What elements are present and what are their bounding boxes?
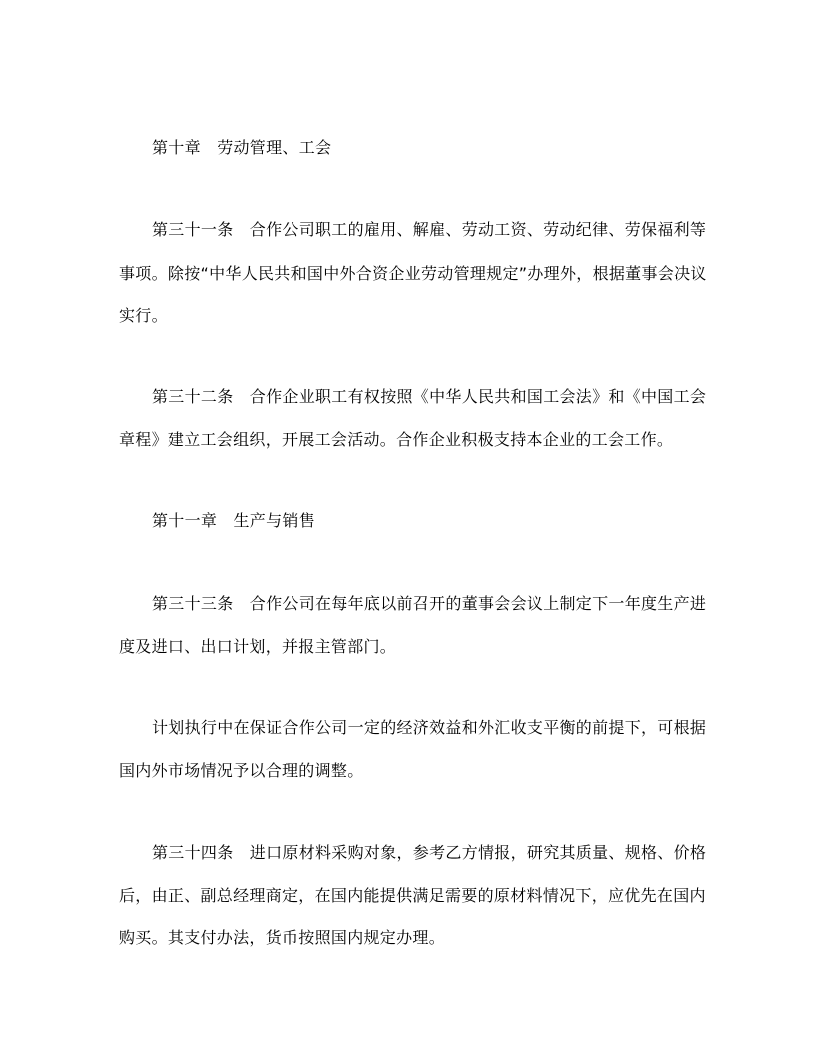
article-31-line-3: 实行。 [119,306,168,325]
article-32-line-2: 章程》建立工会组织，开展工会活动。合作企业积极支持本企业的工会工作。 [119,430,674,449]
article-32-line-1: 第三十二条 合作企业职工有权按照《中华人民共和国工会法》和《中国工会 [152,387,707,406]
article-34-line-3: 购买。其支付办法，货币按照国内规定办理。 [119,928,446,947]
article-31-line-2: 事项。除按“中华人民共和国中外合资企业劳动管理规定”办理外，根据董事会决议 [119,264,707,283]
article-34-line-2: 后，由正、副总经理商定，在国内能提供满足需要的原材料情况下，应优先在国内 [119,886,706,905]
article-34-line-1: 第三十四条 进口原材料采购对象，参考乙方情报，研究其质量、规格、价格 [152,843,707,862]
chapter-10-heading: 第十章 劳动管理、工会 [152,138,332,157]
plan-adjustment-line-2: 国内外市场情况予以合理的调整。 [119,761,364,780]
article-33-line-1: 第三十三条 合作公司在每年底以前召开的董事会会议上制定下一年度生产进 [152,594,707,613]
article-31-line-1: 第三十一条 合作公司职工的雇用、解雇、劳动工资、劳动纪律、劳保福利等 [152,220,707,239]
article-33-line-2: 度及进口、出口计划，并报主管部门。 [119,637,397,656]
chapter-11-heading: 第十一章 生产与销售 [152,511,316,530]
plan-adjustment-line-1: 计划执行中在保证合作公司一定的经济效益和外汇收支平衡的前提下，可根据 [152,718,707,737]
